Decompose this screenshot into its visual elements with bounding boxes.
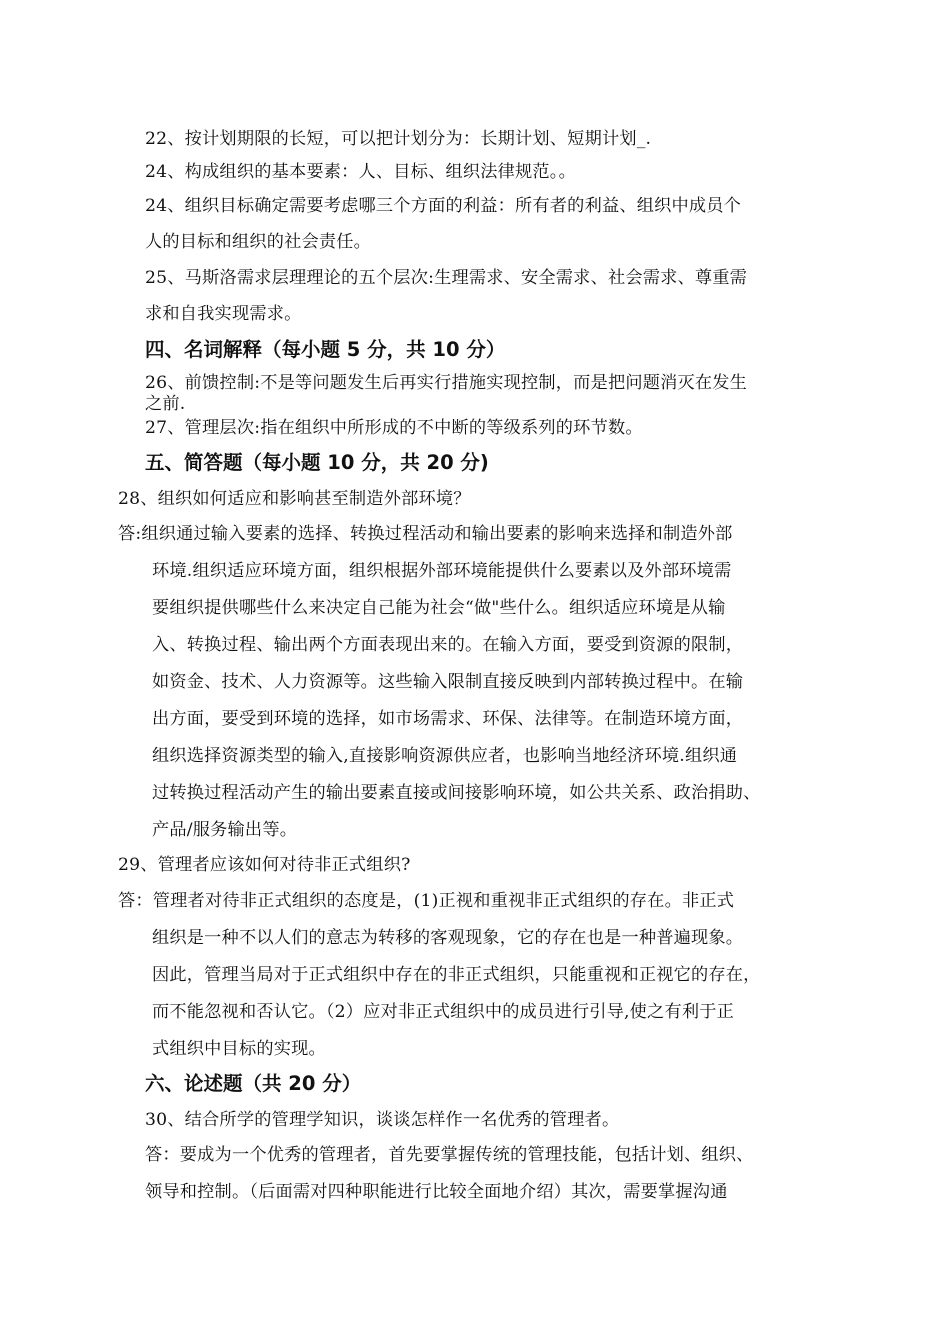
answer-q28-line-5: 如资金、技术、人力资源等。这些输入限制直接反映到内部转换过程中。在输 xyxy=(152,672,744,692)
item-q24a-line-1: 24、构成组织的基本要素：人、目标、组织法律规范。。 xyxy=(145,162,576,182)
section-heading-4: 四、名词解释（每小题 5 分，共 10 分） xyxy=(145,338,506,361)
item-q26-line-1: 26、前馈控制:不是等问题发生后再实行措施实现控制，而是把问题消灭在发生 xyxy=(145,373,748,393)
answer-q28-line-1: 答:组织通过输入要素的选择、转换过程活动和输出要素的影响来选择和制造外部 xyxy=(118,524,733,544)
item-q28-line-1: 28、组织如何适应和影响甚至制造外部环境？ xyxy=(118,489,471,509)
answer-q29-line-1: 答：管理者对待非正式组织的态度是，(1)正视和重视非正式组织的存在。非正式 xyxy=(118,891,735,911)
answer-q29-line-3: 因此，管理当局对于正式组织中存在的非正式组织，只能重视和正视它的存在， xyxy=(152,965,761,985)
answer-q28-line-8: 过转换过程活动产生的输出要素直接或间接影响环境，如公共关系、政治捐助、 xyxy=(152,783,761,803)
answer-q28-line-6: 出方面，要受到环境的选择，如市场需求、环保、法律等。在制造环境方面， xyxy=(152,709,744,729)
section-heading-6: 六、论述题（共 20 分） xyxy=(145,1072,362,1095)
item-q25-line-1: 25、马斯洛需求层理理论的五个层次:生理需求、安全需求、社会需求、尊重需 xyxy=(145,268,748,288)
answer-q28-line-9: 产品/服务输出等。 xyxy=(152,820,298,840)
item-q30-line-1: 30、结合所学的管理学知识，谈谈怎样作一名优秀的管理者。 xyxy=(145,1110,620,1130)
item-q24b-line-2: 人的目标和组织的社会责任。 xyxy=(145,232,372,252)
answer-q30-line-2: 领导和控制。（后面需对四种职能进行比较全面地介绍）其次，需要掌握沟通 xyxy=(145,1182,728,1202)
answer-q28-line-4: 入、转换过程、输出两个方面表现出来的。在输入方面，要受到资源的限制， xyxy=(152,635,744,655)
item-q29-line-1: 29、管理者应该如何对待非正式组织? xyxy=(118,855,411,875)
answer-q30-line-1: 答：要成为一个优秀的管理者，首先要掌握传统的管理技能，包括计划、组织、 xyxy=(145,1145,754,1165)
item-q24b-line-1: 24、组织目标确定需要考虑哪三个方面的利益：所有者的利益、组织中成员个 xyxy=(145,196,742,216)
answer-q29-line-5: 式组织中目标的实现。 xyxy=(152,1039,326,1059)
answer-q28-line-2: 环境.组织适应环境方面，组织根据外部环境能提供什么要素以及外部环境需 xyxy=(152,561,732,581)
answer-q28-line-7: 组织选择资源类型的输入,直接影响资源供应者，也影响当地经济环境.组织通 xyxy=(152,746,738,766)
answer-q29-line-2: 组织是一种不以人们的意志为转移的客观现象，它的存在也是一种普遍现象。 xyxy=(152,928,744,948)
item-q22-line-1: 22、按计划期限的长短，可以把计划分为：长期计划、短期计划_. xyxy=(145,129,652,149)
item-q25-line-2: 求和自我实现需求。 xyxy=(145,304,302,324)
section-heading-5: 五、简答题（每小题 10 分，共 20 分) xyxy=(145,451,489,474)
item-q27-line-1: 27、管理层次:指在组织中所形成的不中断的等级系列的环节数。 xyxy=(145,418,643,438)
answer-q29-line-4: 而不能忽视和否认它。（2）应对非正式组织中的成员进行引导,使之有利于正 xyxy=(152,1002,734,1022)
answer-q28-line-3: 要组织提供哪些什么来决定自己能为社会“做"些什么。组织适应环境是从输 xyxy=(152,598,726,618)
item-q26-line-2: 之前. xyxy=(145,394,186,414)
